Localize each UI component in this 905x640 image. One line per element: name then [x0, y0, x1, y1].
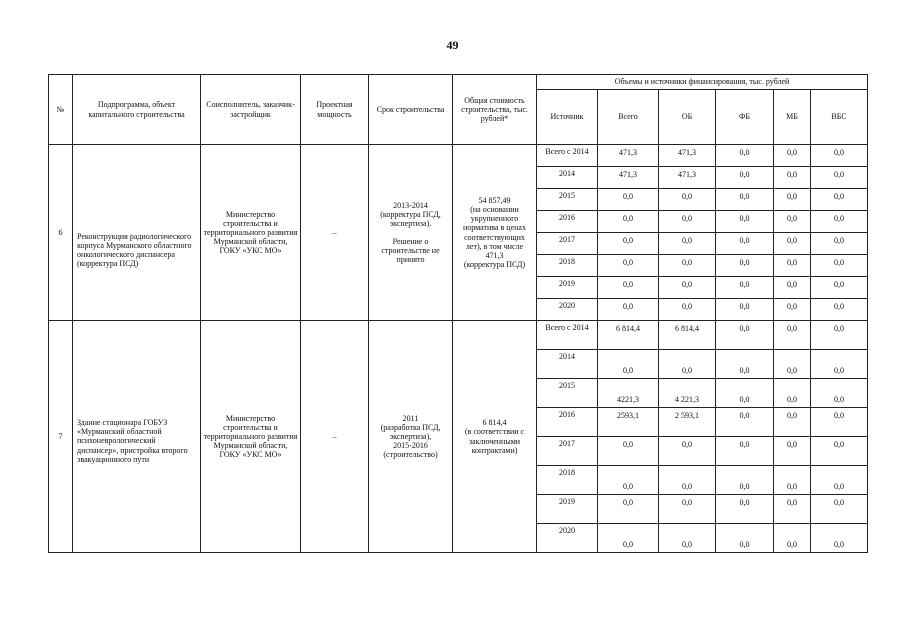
mb-cell: 0,0 [774, 145, 811, 167]
cost-line: укрупненного [470, 214, 519, 224]
header-source: Источник [537, 90, 598, 145]
period-line: Решение о [392, 236, 429, 246]
period-line: экспертиза). [389, 219, 432, 229]
table-row [49, 321, 868, 350]
cost-line: 6 814,4 [482, 418, 507, 428]
vbs-cell: 0,0 [811, 233, 868, 255]
vbs-cell: 0,0 [811, 524, 868, 553]
fb-cell: 0,0 [716, 437, 774, 466]
ob-cell: 2 593,1 [659, 408, 716, 437]
object-name: Здание стационара ГОБУЗ «Мурманский областной психоневрологический диспансер», пристройка второго эвакуационного пути [73, 321, 201, 553]
total-cell: 471,3 [598, 167, 659, 189]
ob-cell: 0,0 [659, 255, 716, 277]
total-cell: 0,0 [598, 299, 659, 321]
total-cell: 0,0 [598, 495, 659, 524]
fb-cell: 0,0 [716, 255, 774, 277]
source-cell: 2015 [537, 379, 598, 408]
source-cell: Всего с 2014 [537, 145, 598, 167]
ob-cell: 6 814,4 [659, 321, 716, 350]
mb-cell: 0,0 [774, 495, 811, 524]
mb-cell: 0,0 [774, 321, 811, 350]
ob-cell: 471,3 [659, 145, 716, 167]
ob-cell: 0,0 [659, 189, 716, 211]
period-line: принято [396, 254, 425, 264]
header-fb: ФБ [716, 90, 774, 145]
capacity-value: – [301, 145, 369, 321]
vbs-cell: 0,0 [811, 167, 868, 189]
fb-cell: 0,0 [716, 408, 774, 437]
vbs-cell: 0,0 [811, 277, 868, 299]
mb-cell: 0,0 [774, 211, 811, 233]
period-line: 2011 [402, 413, 419, 423]
mb-cell: 0,0 [774, 524, 811, 553]
cost-line: контрактами) [471, 445, 518, 455]
cost-line: лет), в том числе [465, 241, 524, 251]
total-cell: 0,0 [598, 524, 659, 553]
header-vbs: ВБС [811, 90, 868, 145]
row-number: 6 [49, 145, 73, 321]
total-cell: 0,0 [598, 233, 659, 255]
ob-cell: 0,0 [659, 350, 716, 379]
source-cell: Всего с 2014 [537, 321, 598, 350]
source-cell: 2019 [537, 495, 598, 524]
fb-cell: 0,0 [716, 321, 774, 350]
cost-line: (на основании [470, 204, 519, 214]
total-cell: 0,0 [598, 255, 659, 277]
fb-cell: 0,0 [716, 350, 774, 379]
vbs-cell: 0,0 [811, 466, 868, 495]
period-line: 2015-2016 [393, 441, 428, 451]
fb-cell: 0,0 [716, 466, 774, 495]
total-cell: 0,0 [598, 277, 659, 299]
vbs-cell: 0,0 [811, 189, 868, 211]
header-total: Всего [598, 90, 659, 145]
construction-period [369, 145, 453, 321]
vbs-cell: 0,0 [811, 321, 868, 350]
header-capacity: Проектная мощность [301, 75, 369, 145]
period-line: (корректура ПСД, [380, 210, 441, 220]
mb-cell: 0,0 [774, 233, 811, 255]
fb-cell: 0,0 [716, 189, 774, 211]
ob-cell: 0,0 [659, 277, 716, 299]
vbs-cell: 0,0 [811, 299, 868, 321]
header-cost: Общая стоимость строительства, тыс. рублей* [453, 75, 537, 145]
cost-line: 471,3 [485, 250, 504, 260]
source-cell: 2017 [537, 233, 598, 255]
mb-cell: 0,0 [774, 437, 811, 466]
financing-table [48, 74, 868, 553]
period-line: 2013-2014 [393, 200, 428, 210]
mb-cell: 0,0 [774, 466, 811, 495]
ob-cell: 0,0 [659, 495, 716, 524]
mb-cell: 0,0 [774, 408, 811, 437]
ob-cell: 0,0 [659, 211, 716, 233]
period-line: экспертиза), [389, 431, 432, 441]
source-cell: 2014 [537, 167, 598, 189]
capacity-value: – [301, 321, 369, 553]
total-cell: 0,0 [598, 189, 659, 211]
table-row [49, 145, 868, 167]
header-ob: ОБ [659, 90, 716, 145]
cost-line: соответствующих [464, 232, 525, 242]
ob-cell: 0,0 [659, 233, 716, 255]
executor-name: Министерство строительства и территориального развития Мурманской области, ГОКУ «УКС МО» [201, 321, 301, 553]
total-cell: 0,0 [598, 350, 659, 379]
fb-cell: 0,0 [716, 211, 774, 233]
mb-cell: 0,0 [774, 299, 811, 321]
source-cell: 2016 [537, 211, 598, 233]
vbs-cell: 0,0 [811, 145, 868, 167]
ob-cell: 0,0 [659, 524, 716, 553]
mb-cell: 0,0 [774, 277, 811, 299]
source-cell: 2018 [537, 466, 598, 495]
fb-cell: 0,0 [716, 379, 774, 408]
vbs-cell: 0,0 [811, 408, 868, 437]
cost-line: (корректура ПСД) [463, 260, 526, 270]
source-cell: 2018 [537, 255, 598, 277]
header-program: Подпрограмма, объект капитального строительства [73, 75, 201, 145]
source-cell: 2015 [537, 189, 598, 211]
source-cell: 2020 [537, 299, 598, 321]
period-line: (строительство) [383, 450, 438, 460]
total-cell: 0,0 [598, 211, 659, 233]
ob-cell: 4 221,3 [659, 379, 716, 408]
source-cell: 2017 [537, 437, 598, 466]
header-mb: МБ [774, 90, 811, 145]
total-cell: 6 814,4 [598, 321, 659, 350]
cost-line: (в соответствии с [464, 427, 525, 437]
executor-name: Министерство строительства и территориального развития Мурманской области, ГОКУ «УКС МО» [201, 145, 301, 321]
fb-cell: 0,0 [716, 524, 774, 553]
period-line: строительстве не [381, 245, 440, 255]
fb-cell: 0,0 [716, 299, 774, 321]
total-cell: 471,3 [598, 145, 659, 167]
vbs-cell: 0,0 [811, 379, 868, 408]
vbs-cell: 0,0 [811, 255, 868, 277]
cost-line: норматива в ценах [463, 223, 526, 233]
vbs-cell: 0,0 [811, 437, 868, 466]
total-cell: 0,0 [598, 437, 659, 466]
header-no: № [49, 75, 73, 145]
ob-cell: 0,0 [659, 466, 716, 495]
object-name: Реконструкция радиологического корпуса Мурманского областного онкологического диспансера (корректура ПСД) [73, 145, 201, 321]
source-cell: 2019 [537, 277, 598, 299]
source-cell: 2020 [537, 524, 598, 553]
fb-cell: 0,0 [716, 167, 774, 189]
ob-cell: 0,0 [659, 299, 716, 321]
mb-cell: 0,0 [774, 255, 811, 277]
mb-cell: 0,0 [774, 189, 811, 211]
cost-line: 54 857,49 [478, 195, 511, 205]
ob-cell: 0,0 [659, 437, 716, 466]
period-line: (разработка ПСД, [380, 422, 441, 432]
fb-cell: 0,0 [716, 277, 774, 299]
source-cell: 2016 [537, 408, 598, 437]
mb-cell: 0,0 [774, 379, 811, 408]
total-cell: 2593,1 [598, 408, 659, 437]
fb-cell: 0,0 [716, 495, 774, 524]
total-cost [453, 145, 537, 321]
cost-line: заключенными [468, 436, 521, 446]
header-executor: Соисполнитель, заказчик-застройщик [201, 75, 301, 145]
page-number: 49 [446, 38, 459, 52]
vbs-cell: 0,0 [811, 350, 868, 379]
construction-period [369, 321, 453, 553]
mb-cell: 0,0 [774, 350, 811, 379]
vbs-cell: 0,0 [811, 495, 868, 524]
ob-cell: 471,3 [659, 167, 716, 189]
fb-cell: 0,0 [716, 145, 774, 167]
row-number: 7 [49, 321, 73, 553]
header-financing-group: Объемы и источники финансирования, тыс. рублей [537, 75, 868, 90]
total-cell: 4221,3 [598, 379, 659, 408]
source-cell: 2014 [537, 350, 598, 379]
vbs-cell: 0,0 [811, 211, 868, 233]
header-period: Срок строительства [369, 75, 453, 145]
total-cell: 0,0 [598, 466, 659, 495]
total-cost [453, 321, 537, 553]
mb-cell: 0,0 [774, 167, 811, 189]
fb-cell: 0,0 [716, 233, 774, 255]
